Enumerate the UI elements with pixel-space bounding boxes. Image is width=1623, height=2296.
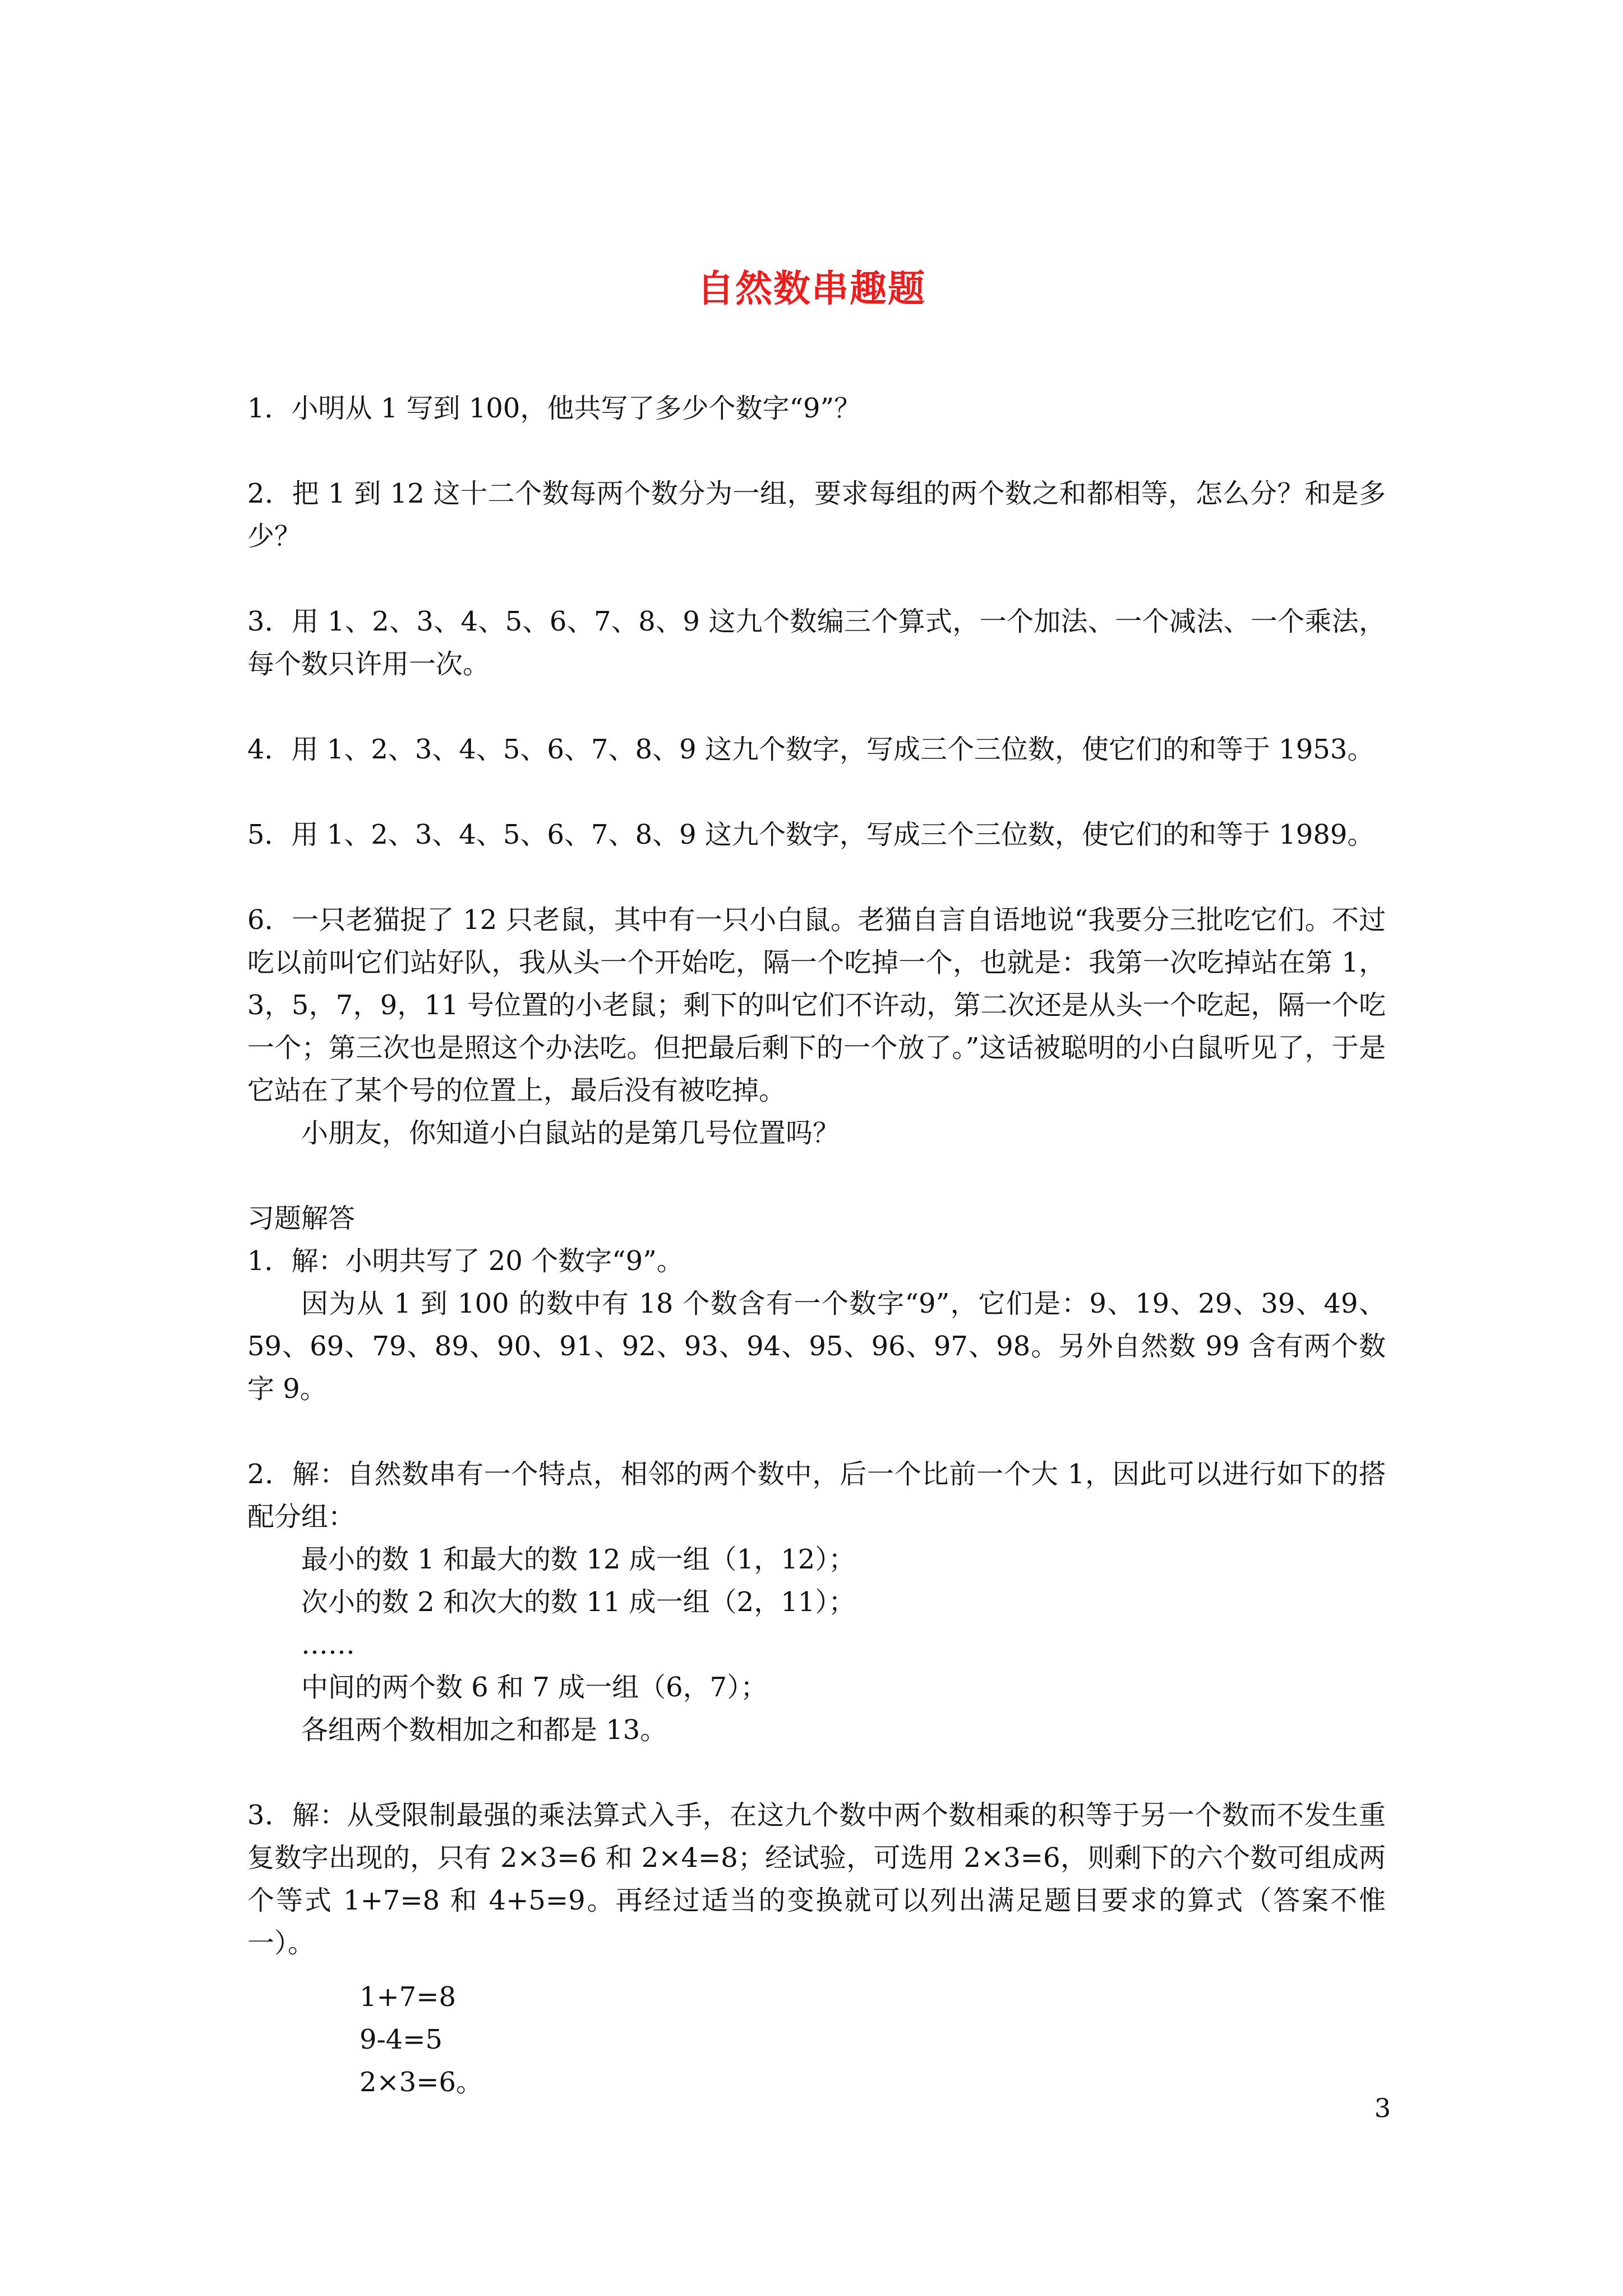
answer-1-first: 1．解：小明共写了 20 个数字“9”。: [247, 1245, 684, 1277]
problem-3: 3．用 1、2、3、4、5、6、7、8、9 这九个数编三个算式，一个加法、一个减法、一个乘法，每个数只许用一次。: [247, 606, 1386, 680]
document-body: [247, 387, 1386, 2104]
answer-2-line: 各组两个数相加之和都是 13。: [301, 1714, 667, 1746]
problem-4: 4．用 1、2、3、4、5、6、7、8、9 这九个数字，写成三个三位数，使它们的和等于 1953。: [247, 734, 1375, 765]
answer-3-formula: 2×3=6。: [359, 2067, 483, 2098]
problem-5: 5．用 1、2、3、4、5、6、7、8、9 这九个数字，写成三个三位数，使它们的和等于 1989。: [247, 819, 1375, 850]
answer-1-explain: 因为从 1 到 100 的数中有 18 个数含有一个数字“9”，它们是：9、19、29、39、49、59、69、79、89、90、91、92、93、94、95、96、97、98。另外自然数 99 含有两个数字 9。: [247, 1288, 1386, 1405]
answer-2-line: 最小的数 1 和最大的数 12 成一组（1，12）；: [301, 1544, 856, 1575]
problem-6: 6．一只老猫捉了 12 只老鼠，其中有一只小白鼠。老猫自言自语地说“我要分三批吃它们。不过吃以前叫它们站好队，我从头一个开始吃，隔一个吃掉一个，也就是：我第一次吃掉站在第 1，3，5，7，9，11 号位置的小老鼠；剩下的叫它们不许动，第二次还是从头一个吃起，隔一个吃一个；第三次也是照这个办法吃。但把最后剩下的一个放了。”这话被聪明的小白鼠听见了，于是它站在了某个号的位置上，最后没有被吃掉。: [247, 904, 1386, 1106]
problem-1: 1．小明从 1 写到 100，他共写了多少个数字“9”？: [247, 393, 861, 424]
answer-2-first: 2．解：自然数串有一个特点，相邻的两个数中，后一个比前一个大 1，因此可以进行如下的搭配分组：: [247, 1458, 1386, 1533]
problem-6-question: 小朋友，你知道小白鼠站的是第几号位置吗？: [301, 1117, 840, 1149]
answer-2-ellipsis: ……: [301, 1629, 355, 1660]
problem-2: 2．把 1 到 12 这十二个数每两个数分为一组，要求每组的两个数之和都相等，怎么分？和是多少？: [247, 478, 1386, 552]
page-title: 自然数串趣题: [697, 267, 926, 310]
answers-heading: 习题解答: [247, 1203, 356, 1234]
answer-2-line: 次小的数 2 和次大的数 11 成一组（2，11）；: [301, 1586, 856, 1618]
page-number: 3: [1374, 2093, 1391, 2123]
answer-3-first: 3．解：从受限制最强的乘法算式入手，在这九个数中两个数相乘的积等于另一个数而不发生重复数字出现的，只有 2×3=6 和 2×4=8；经试验，可选用 2×3=6，则剩下的六个数可组成两个等式 1+7=8 和 4+5=9。再经过适当的变换就可以列出满足题目要求的算式（答案不惟一）。: [247, 1800, 1386, 1959]
answer-3-formula: 1+7=8: [359, 1981, 457, 2013]
answer-2-line: 中间的两个数 6 和 7 成一组（6，7）；: [301, 1672, 768, 1703]
answer-3-formula: 9-4=5: [359, 2024, 443, 2055]
